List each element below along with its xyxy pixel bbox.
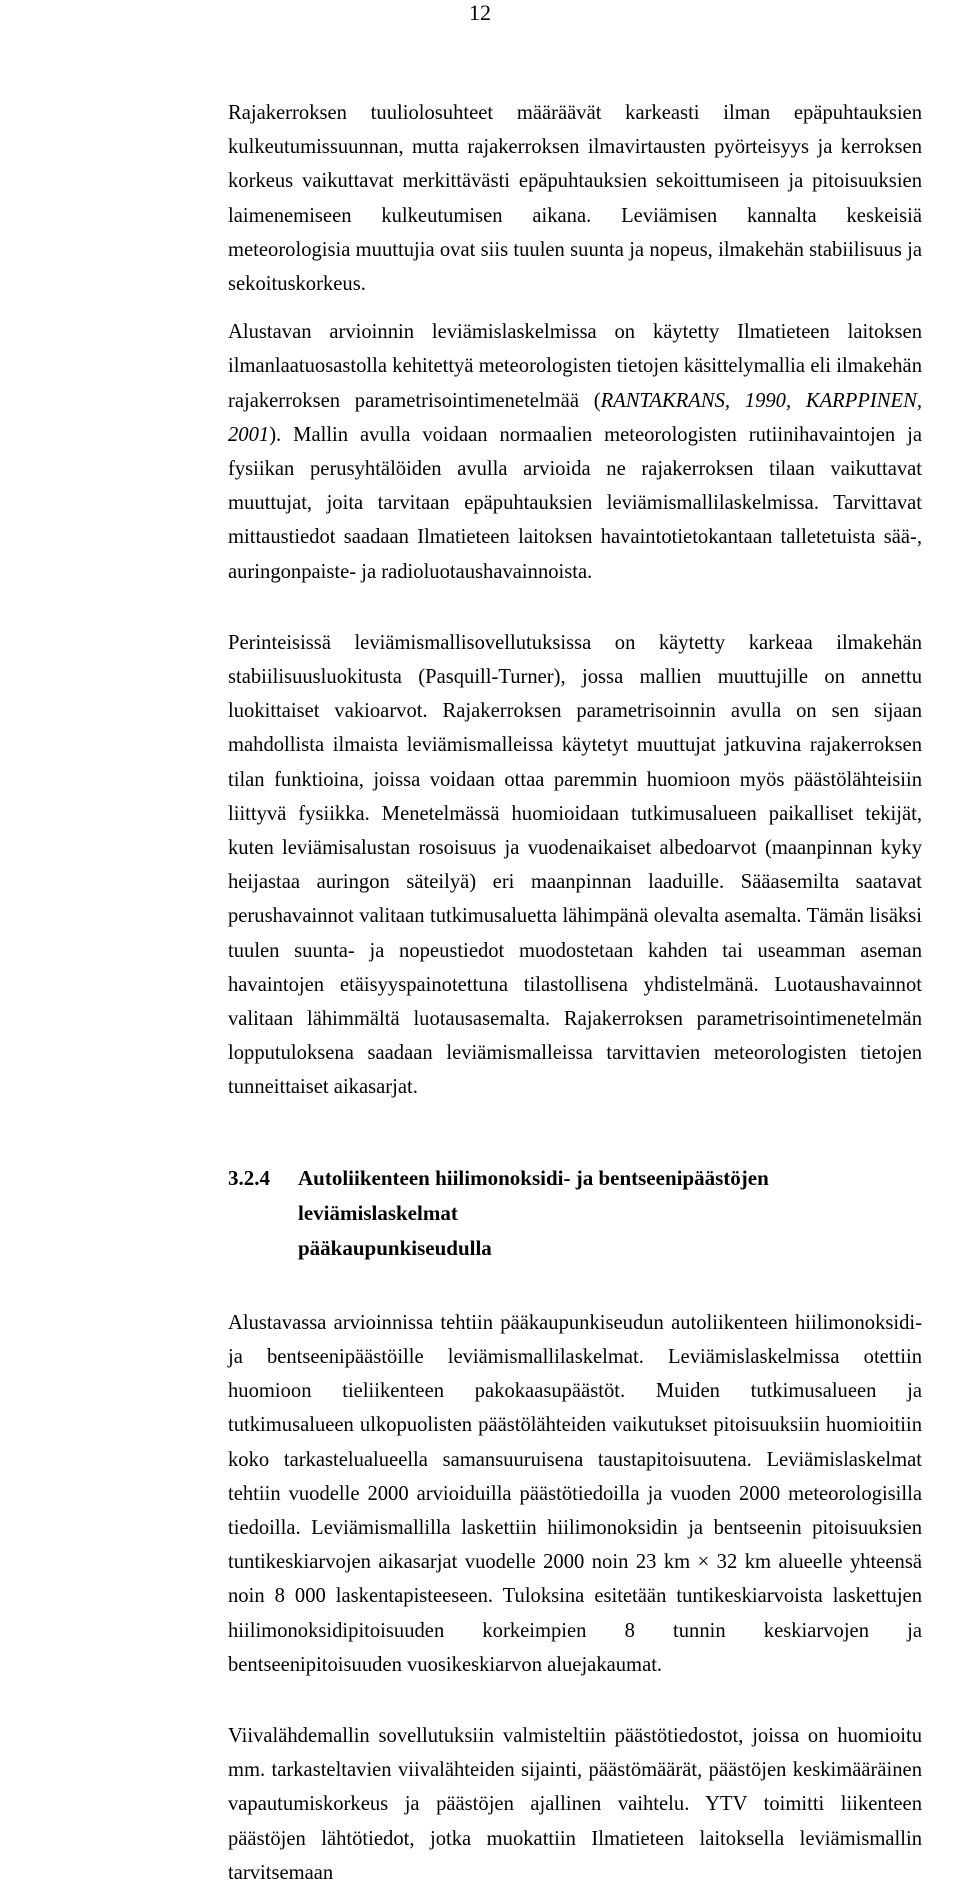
section-number: 3.2.4 [228,1165,270,1190]
document-body [228,96,922,1890]
paragraph-text: Alustavan arvioinnin leviämislaskelmissa on käytetty Ilmatieteen laitoksen ilmanlaatuosastolla kehitettyä meteorologisten tietojen käsittelymallia eli ilmakehän rajakerroksen parametrisointimenetelmää ( [228,321,922,412]
page-number: 12 [469,0,491,25]
citation: RANTAKRANS, 1990, KARPPINEN, 2001 [228,389,922,446]
paragraph-text: ). Mallin avulla voidaan normaalien meteorologisten rutiinihavaintojen ja fysiikan perusyhtälöiden avulla arvioida ne rajakerroksen tilaan vaikuttavat muuttujat, joita tarvitaan epäpuhtauksien leviämismallilaskelmissa. Tarvittavat mittaustiedot saadaan Ilmatieteen laitoksen havaintotietokantaan talletetuista sää-, auringonpaiste- ja radioluotaushavainnoista. [228,423,922,583]
section-title-line-2: pääkaupunkiseudulla [298,1235,492,1260]
paragraph-traditional-applications: Perinteisissä leviämismallisovellutuksissa on käytetty karkeaa ilmakehän stabiilisuusluokitusta (Pasquill-Turner), jossa mallien muuttujille on annettu luokittaiset vakioarvot. Rajakerroksen parametrisoinnin avulla on sen sijaan mahdollista ilmaista leviämismalleissa käytetyt muuttujat jatkuvina rajakerroksen tilan funktioina, joissa voidaan ottaa paremmin huomioon myös päästölähteisiin liittyvä fysiikka. Menetelmässä huomioidaan tutkimusalueen paikalliset tekijät, kuten leviämisalustan rosoisuus ja vuodenaikaiset albedoarvot (maanpinnan kyky heijastaa auringon säteilyä) eri maanpinnan laaduille. Sääasemilta saatavat perushavainnot valitaan tutkimusaluetta lähimpänä olevalta asemalta. Tämän lisäksi tuulen suunta- ja nopeustiedot muodostetaan kahden tai useamman aseman havaintojen etäisyyspainotettuna tilastollisena yhdistelmänä. Luotaushavainnot valitaan lähimmältä luotausasemalta. Rajakerroksen parametrisointimenetelmän lopputuloksena saadaan leviämismalleissa tarvittavien meteorologisten tietojen tunneittaiset aikasarjat. [228,631,922,1099]
section-heading [228,1161,922,1266]
section-title-line-1: Autoliikenteen hiilimonoksidi- ja bentseenipäästöjen leviämislaskelmat [298,1165,769,1225]
paragraph-parametrisation-method [228,315,922,589]
paragraph-line-source-model: Viivalähdemallin sovellutuksiin valmisteltiin päästötiedostot, joissa on huomioitu mm. tarkasteltavien viivalähteiden sijainti, päästömäärät, päästöjen keskimääräinen vapautumiskorkeus ja päästöjen ajallinen vaihtelu. YTV toimitti liikenteen päästöjen lähtötiedot, jotka muokattiin Ilmatieteen laitoksella leviämismallin tarvitsemaan [228,1724,922,1884]
section-title [298,1161,922,1266]
paragraph-preliminary-assessment: Alustavassa arvioinnissa tehtiin pääkaupunkiseudun autoliikenteen hiilimonoksidi- ja bentseenipäästöille leviämismallilaskelmat. Leviämislaskelmissa otettiin huomioon tieliikenteen pakokaasupäästöt. Muiden tutkimusalueen ja tutkimusalueen ulkopuolisten päästölähteiden vaikutukset pitoisuuksiin huomioitiin koko tarkastelualueella samansuuruisena taustapitoisuutena. Leviämislaskelmat tehtiin vuodelle 2000 arvioiduilla päästötiedoilla ja vuoden 2000 meteorologisilla tiedoilla. Leviämismallilla laskettiin hiilimonoksidin ja bentseenin pitoisuuksien tuntikeskiarvojen aikasarjat vuodelle 2000 noin 23 km × 32 km alueelle yhteensä noin 8 000 laskentapisteeseen. Tuloksina esitetään tuntikeskiarvoista laskettujen hiilimonoksidipitoisuuden korkeimpien 8 tunnin keskiarvojen ja bentseenipitoisuuden vuosikeskiarvon aluejakaumat. [228,1311,922,1676]
paragraph-boundary-layer-winds: Rajakerroksen tuuliolosuhteet määräävät karkeasti ilman epäpuhtauksien kulkeutumissuunnan, mutta rajakerroksen ilmavirtausten pyörteisyys ja kerroksen korkeus vaikuttavat merkittävästi epäpuhtauksien sekoittumiseen ja pitoisuuksien laimenemiseen kulkeutumisen aikana. Leviämisen kannalta keskeisiä meteorologisia muuttujia ovat siis tuulen suunta ja nopeus, ilmakehän stabiilisuus ja sekoituskorkeus. [228,102,922,296]
